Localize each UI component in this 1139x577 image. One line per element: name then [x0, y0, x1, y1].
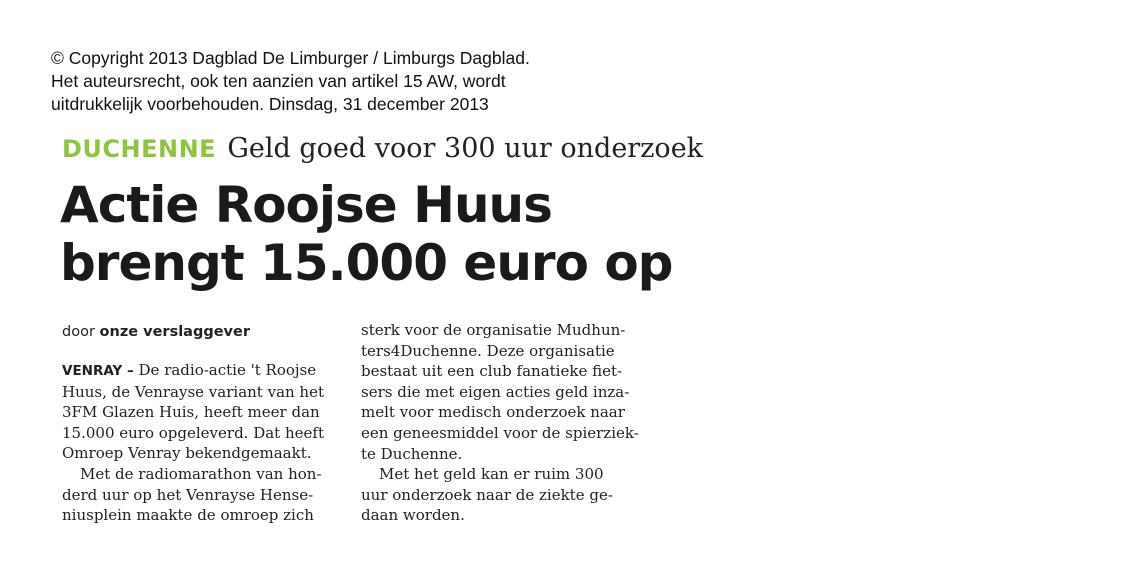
article-subhead: Geld goed voor 300 uur onderzoek	[227, 133, 704, 164]
article-column-right	[361, 320, 641, 526]
headline-line: Actie Roojse Huus	[60, 176, 552, 234]
body-line: een geneesmiddel voor de spierziek-	[361, 423, 639, 442]
body-line: bestaat uit een club fanatieke fiet-	[361, 362, 623, 381]
body-line: sers die met eigen acties geld inza-	[361, 382, 630, 401]
copyright-line: uitdrukkelijk voorbehouden. Dinsdag, 31 december 2013	[51, 94, 489, 114]
body-line: Met het geld kan er ruim 300	[379, 465, 604, 484]
body-line: derd uur op het Venrayse Hense-	[62, 485, 314, 504]
copyright-line: Het auteursrecht, ook ten aanzien van artikel 15 AW, wordt	[51, 71, 506, 91]
article-kicker-row	[62, 131, 703, 166]
body-line: niusplein maakte de omroep zich	[62, 506, 314, 525]
body-line: uur onderzoek naar de ziekte ge-	[361, 485, 613, 504]
headline-line: brengt 15.000 euro op	[60, 234, 673, 292]
body-line: ters4Duchenne. Deze organisatie	[361, 341, 615, 360]
body-line	[62, 360, 342, 382]
byline-prefix: door	[62, 324, 95, 340]
dateline: VENRAY –	[62, 363, 134, 379]
body-line: 3FM Glazen Huis, heeft meer dan	[62, 403, 320, 422]
body-text: De radio-actie 't Roojse	[133, 361, 317, 379]
byline-author: onze verslaggever	[99, 324, 250, 340]
body-line: sterk voor de organisatie Mudhun-	[361, 321, 626, 339]
article-byline	[62, 322, 250, 342]
body-line: melt voor medisch onderzoek naar	[361, 403, 625, 422]
body-line: daan worden.	[361, 506, 465, 525]
copyright-line: © Copyright 2013 Dagblad De Limburger / Limburgs Dagblad.	[51, 48, 530, 68]
body-line: Met de radiomarathon van hon-	[80, 464, 322, 483]
body-line: Omroep Venray bekendgemaakt.	[62, 444, 312, 463]
article-headline	[60, 176, 672, 292]
body-line: Huus, de Venrayse variant van het	[62, 382, 325, 401]
article-column-left	[62, 360, 342, 526]
copyright-notice	[51, 47, 591, 116]
article-kicker: DUCHENNE	[62, 135, 217, 163]
body-line: 15.000 euro opgeleverd. Dat heeft	[62, 423, 324, 442]
body-line: te Duchenne.	[361, 444, 463, 463]
